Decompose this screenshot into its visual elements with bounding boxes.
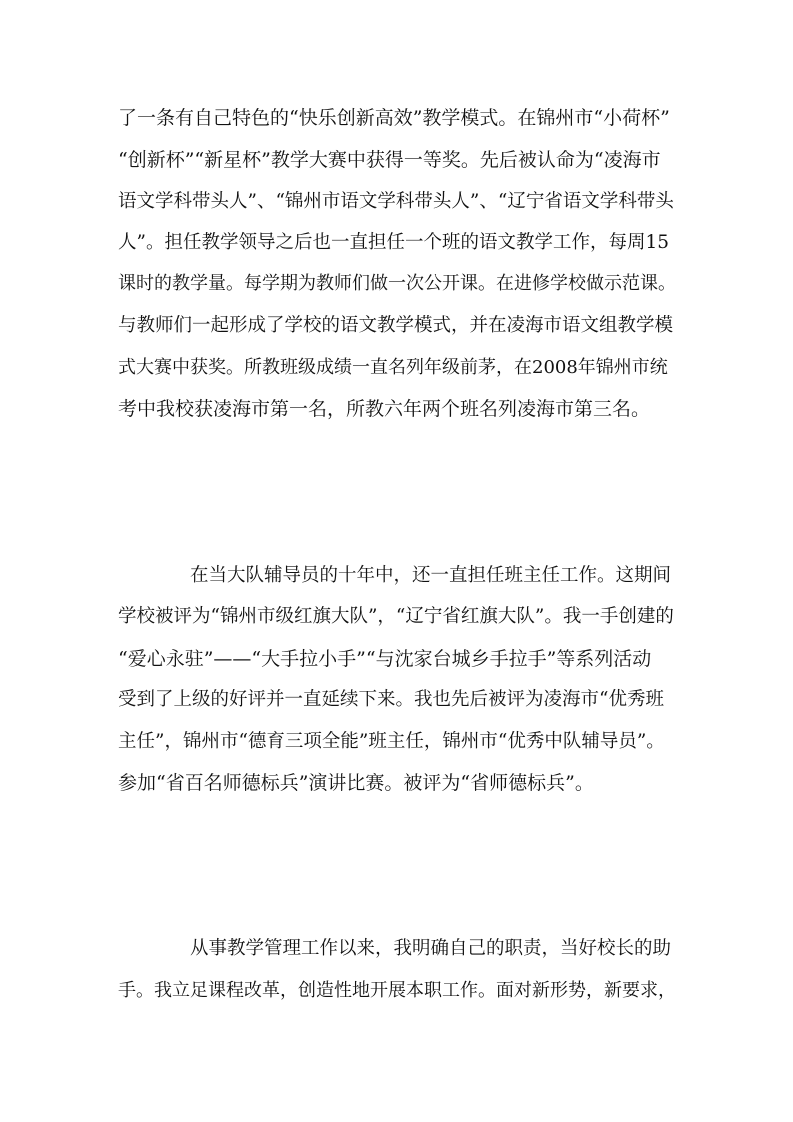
paragraph-2-line-3: “爱心永驻”——“大手拉小手”“与沈家台城乡手拉手”等系列活动: [118, 648, 652, 670]
paragraph-2-line-1: 在当大队辅导员的十年中，还一直担任班主任工作。这期间: [190, 565, 672, 586]
paragraph-3-line-2: 手。我立足课程改革，创造性地开展本职工作。面对新形势，新要求，: [118, 980, 676, 1001]
paragraph-2-line-6: 参加“省百名师德标兵”演讲比赛。被评为“省师德标兵”。: [118, 772, 594, 794]
paragraph-1-line-3: 语文学科带头人”、“锦州市语文学科带头人”、“辽宁省语文学科带头: [118, 191, 674, 212]
paragraph-3-line-1: 从事教学管理工作以来，我明确自己的职责，当好校长的助: [190, 938, 672, 959]
paragraph-1-line-4: 人”。担任教学领导之后也一直担任一个班的语文教学工作，每周15: [118, 232, 670, 253]
paragraph-1-line-2: “创新杯”“新星杯”教学大赛中获得一等奖。先后被认命为“凌海市: [118, 149, 661, 171]
paragraph-2-line-4: 受到了上级的好评并一直延续下来。我也先后被评为凌海市“优秀班: [118, 689, 664, 710]
paragraph-1-line-8: 考中我校获凌海市第一名，所教六年两个班名列凌海市第三名。: [118, 398, 651, 420]
paragraph-1-line-5: 课时的教学量。每学期为教师们做一次公开课。在进修学校做示范课。: [118, 273, 676, 294]
paragraph-1-line-6: 与教师们一起形成了学校的语文教学模式，并在凌海市语文组教学模: [118, 315, 674, 336]
paragraph-2-line-2: 学校被评为“锦州市级红旗大队”，“辽宁省红旗大队”。我一手创建的: [118, 606, 674, 627]
paragraph-1-line-7: 式大赛中获奖。所教班级成绩一直名列年级前茅，在2008年锦州市统: [118, 357, 668, 378]
paragraph-1-line-1: 了一条有自己特色的“快乐创新高效”教学模式。在锦州市“小荷杯”: [118, 107, 670, 129]
paragraph-2-line-5: 主任”，锦州市“德育三项全能”班主任，锦州市“优秀中队辅导员”。: [118, 731, 665, 752]
